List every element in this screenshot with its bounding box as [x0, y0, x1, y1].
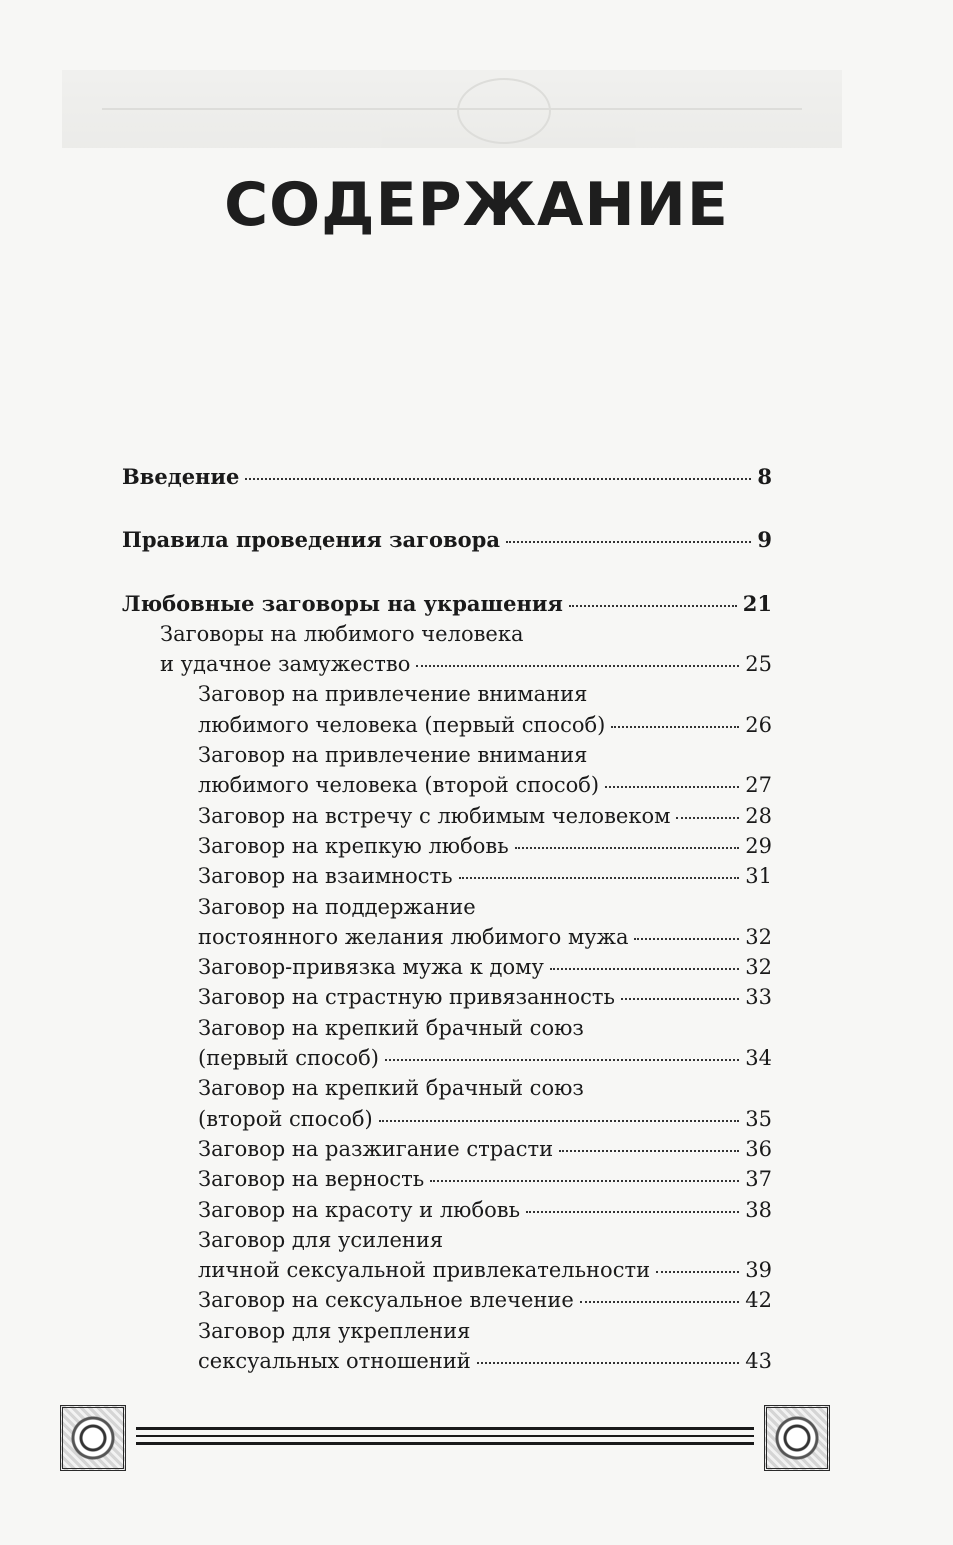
- footer-rule: [136, 1427, 754, 1445]
- toc-page-number: 37: [745, 1167, 772, 1192]
- dot-leader: [605, 786, 739, 788]
- toc-entry-row: [122, 770, 772, 800]
- toc-page-number: 34: [745, 1046, 772, 1071]
- toc-entry-title-line: Заговор на крепкую любовь: [198, 833, 509, 858]
- toc-entry-row: [122, 1043, 772, 1073]
- toc-entry-title-line: любимого человека (второй способ): [198, 773, 600, 798]
- footer-ornament-right-icon: [764, 1405, 830, 1471]
- toc-entry-row: [122, 1255, 772, 1285]
- dot-leader: [580, 1301, 739, 1303]
- toc-entry: [122, 831, 772, 861]
- table-of-contents: [122, 462, 772, 1376]
- toc-entry-title-line: сексуальных отношений: [198, 1349, 471, 1374]
- toc-entry: [122, 1225, 772, 1286]
- toc-page-number: 33: [745, 985, 772, 1010]
- header-medallion: [457, 78, 551, 144]
- dot-leader: [506, 541, 751, 543]
- toc-entry-title-line: Заговор на разжигание страсти: [198, 1136, 554, 1161]
- dot-leader: [621, 998, 739, 1000]
- toc-page-number: 28: [745, 803, 772, 828]
- toc-entry: [122, 892, 772, 953]
- toc-entry: [122, 619, 772, 680]
- toc-page-number: 38: [745, 1197, 772, 1222]
- toc-page-number: 27: [745, 773, 772, 798]
- toc-entry-title-line: Заговор-привязка мужа к дому: [198, 955, 544, 980]
- toc-entry-row: [122, 1346, 772, 1376]
- dot-leader: [676, 817, 739, 819]
- toc-entry-row: [122, 861, 772, 891]
- toc-entry-title-line: Заговор для усиления: [198, 1227, 444, 1252]
- running-header-ornament: [62, 70, 842, 148]
- toc-entry-row: [122, 801, 772, 831]
- footer-ornament-left-icon: [60, 1405, 126, 1471]
- toc-entry-title-line: Введение: [122, 464, 240, 489]
- toc-entry: [122, 679, 772, 740]
- toc-entry-title-line: (второй способ): [198, 1106, 373, 1131]
- dot-leader: [379, 1120, 740, 1122]
- header-rule: [102, 108, 802, 110]
- toc-entry-title-line: Заговор на привлечение внимания: [198, 682, 588, 707]
- dot-leader: [477, 1362, 739, 1364]
- toc-entry-row: [122, 1134, 772, 1164]
- toc-entry: [122, 952, 772, 982]
- toc-entry-title-line: Правила проведения заговора: [122, 527, 500, 553]
- dot-leader: [569, 605, 737, 607]
- toc-entry: [122, 1134, 772, 1164]
- toc-page-number: 26: [745, 712, 772, 737]
- toc-entry: [122, 462, 772, 492]
- toc-entry-title-line: (первый способ): [198, 1046, 379, 1071]
- toc-page-number: 31: [745, 864, 772, 889]
- footer-ornament: [60, 1405, 830, 1477]
- toc-entry: [122, 861, 772, 891]
- toc-entry-row: [122, 1195, 772, 1225]
- toc-page-number: 25: [745, 652, 772, 677]
- toc-entry: [122, 1285, 772, 1315]
- toc-entry-row: [122, 1285, 772, 1315]
- toc-entry-row: [122, 831, 772, 861]
- toc-entry-row: [122, 525, 772, 555]
- toc-entry-row: [122, 710, 772, 740]
- dot-leader: [430, 1180, 739, 1182]
- toc-entry-title-line: любимого человека (первый способ): [198, 712, 606, 737]
- toc-entry-title-line: Заговор для укрепления: [198, 1318, 471, 1343]
- toc-entry-row: [122, 589, 772, 619]
- toc-page-number: 36: [745, 1136, 772, 1161]
- toc-entry: [122, 1013, 772, 1074]
- toc-entry-title-line: Заговор на крепкий брачный союз: [198, 1076, 584, 1101]
- toc-entry-title-line: постоянного желания любимого мужа: [198, 924, 629, 949]
- toc-entry: [122, 801, 772, 831]
- toc-entry-title-line: Заговор на красоту и любовь: [198, 1197, 521, 1222]
- toc-entry: [122, 589, 772, 619]
- page-title: СОДЕРЖАНИЕ: [224, 170, 729, 240]
- toc-page-number: 35: [745, 1106, 772, 1131]
- toc-entry: [122, 1195, 772, 1225]
- dot-leader: [559, 1150, 739, 1152]
- toc-entry-row: [122, 1104, 772, 1134]
- toc-entry-row: [122, 922, 772, 952]
- toc-entry-title-line: и удачное замужество: [160, 652, 411, 677]
- toc-entry-title-line: Заговор на сексуальное влечение: [198, 1288, 574, 1313]
- dot-leader: [634, 938, 739, 940]
- toc-page-number: 32: [745, 924, 772, 949]
- dot-leader: [526, 1211, 739, 1213]
- toc-entry-row: [122, 952, 772, 982]
- dot-leader: [515, 847, 740, 849]
- toc-page-number: 43: [745, 1349, 772, 1374]
- toc-entry-title-line: Заговор на верность: [198, 1167, 425, 1192]
- toc-entry-title-line: Заговор на поддержание: [198, 894, 476, 919]
- toc-page-number: 32: [745, 955, 772, 980]
- toc-page-number: 42: [745, 1288, 772, 1313]
- toc-page-number: 39: [745, 1258, 772, 1283]
- dot-leader: [385, 1059, 739, 1061]
- toc-entry-row: [122, 982, 772, 1012]
- toc-page-number: 9: [757, 527, 772, 553]
- toc-page-number: 8: [757, 464, 772, 489]
- toc-entry-title-line: Заговор на встречу с любимым человеком: [198, 803, 671, 828]
- toc-entry-row: [122, 462, 772, 492]
- toc-entry-title-line: Любовные заговоры на украшения: [122, 590, 563, 616]
- toc-entry-title-line: личной сексуальной привлекательности: [198, 1258, 651, 1283]
- dot-leader: [611, 726, 739, 728]
- toc-entry: [122, 1073, 772, 1134]
- toc-entry-title-line: Заговор на взаимность: [198, 864, 453, 889]
- toc-entry-title-line: Заговоры на любимого человека: [160, 621, 524, 646]
- dot-leader: [245, 478, 751, 480]
- toc-entry-title-line: Заговор на привлечение внимания: [198, 743, 588, 768]
- toc-page-number: 29: [745, 833, 772, 858]
- toc-entry-row: [122, 649, 772, 679]
- dot-leader: [416, 665, 739, 667]
- toc-entry-title-line: Заговор на страстную привязанность: [198, 985, 615, 1010]
- toc-entry: [122, 982, 772, 1012]
- dot-leader: [550, 968, 739, 970]
- toc-entry: [122, 1316, 772, 1377]
- toc-entry-title-line: Заговор на крепкий брачный союз: [198, 1015, 584, 1040]
- toc-entry: [122, 740, 772, 801]
- toc-entry-row: [122, 1164, 772, 1194]
- dot-leader: [459, 877, 740, 879]
- toc-entry: [122, 1164, 772, 1194]
- toc-entry: [122, 525, 772, 555]
- dot-leader: [656, 1271, 739, 1273]
- toc-page-number: 21: [742, 590, 772, 616]
